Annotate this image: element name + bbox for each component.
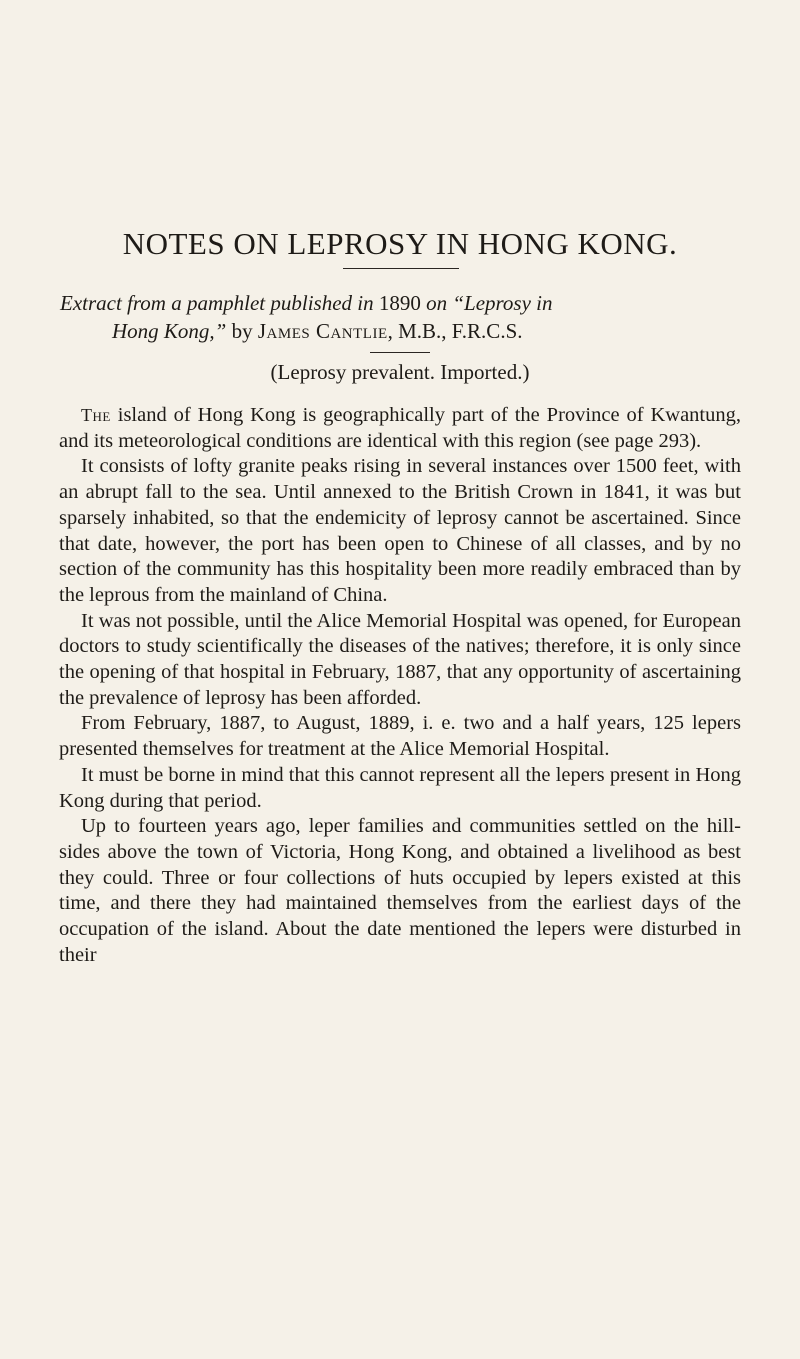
paragraph: It was not possible, until the Alice Memorial Hospital was opened, for European doctors to study scientifically the diseases of the natives; therefore, it is only since the opening of that hospital in February, 1887, that any opportunity of ascertaining the prevalence of leprosy has been afforded.: [59, 609, 741, 709]
subtitle-divider: [370, 352, 430, 353]
body-text: [59, 403, 741, 968]
paragraph: The island of Hong Kong is geographically part of the Province of Kwantung, and its meteorological conditions are identical with this region (see page 293).: [59, 404, 741, 452]
subtitle-quote-start: “Leprosy in: [452, 291, 553, 315]
paragraph: From February, 1887, to August, 1889, i. e. two and a half years, 125 lepers presented themselves for treatment at the Alice Memorial Hospital.: [59, 712, 741, 761]
subtitle-author: James Cantlie: [257, 319, 388, 343]
paragraph: Up to fourteen years ago, leper families and communities settled on the hill-sides above the town of Victoria, Hong Kong, and obtained a livelihood as best they could. Three or four collections of huts occupied by lepers existed at this time, and there they had maintained themselves from the earliest days of the occupation of the island. About the date mentioned the lepers were disturbed in their: [59, 815, 741, 966]
subtitle-extract-text: Extract from a pamphlet published in: [60, 291, 374, 315]
section-note: (Leprosy prevalent. Imported.): [270, 360, 530, 384]
paragraph-lead: The: [81, 405, 111, 425]
title-divider: [343, 268, 459, 269]
subtitle-on: on: [426, 291, 448, 315]
subtitle-by: by: [231, 319, 253, 343]
subtitle: [60, 289, 760, 345]
paragraph: It must be borne in mind that this cannot represent all the lepers present in Hong Kong during that period.: [59, 763, 741, 812]
subtitle-credentials: , M.B., F.R.C.S.: [387, 319, 523, 343]
page-title: NOTES ON LEPROSY IN HONG KONG.: [122, 226, 678, 261]
paragraph: It consists of lofty granite peaks rising in several instances over 1500 feet, with an abrupt fall to the sea. Until annexed to the British Crown in 1841, it was but sparsely inhabited, so that the endemicity of leprosy cannot be ascertained. Since that date, however, the port has been open to Chinese of all classes, and by no section of the community has this hospitality been more readily embraced than by the leprous from the mainland of China.: [59, 455, 741, 606]
subtitle-quote-end: Hong Kong,”: [112, 319, 227, 343]
subtitle-year: 1890: [378, 291, 421, 315]
